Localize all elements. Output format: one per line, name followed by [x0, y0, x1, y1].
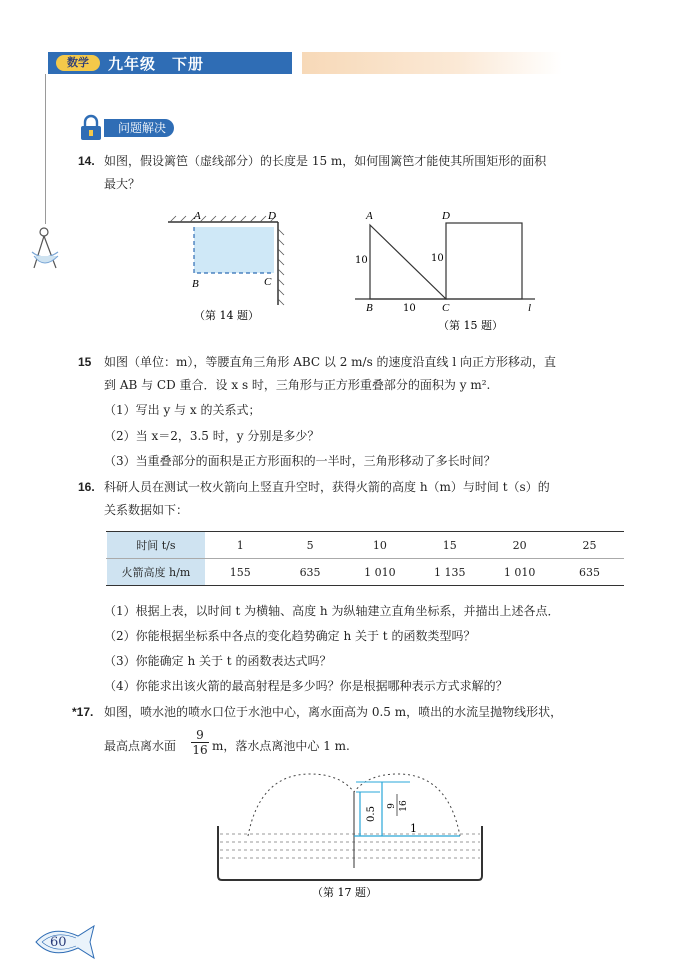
side-left: 10	[355, 255, 368, 266]
q15-number: 15	[78, 355, 92, 369]
q14-line1: 如图，假设篱笆（虚线部分）的长度是 15 m，如何围篱笆才能使其所围矩形的面积	[104, 154, 547, 168]
lock-icon	[78, 114, 104, 142]
side-square: 10	[431, 253, 444, 264]
header-fade	[302, 52, 562, 74]
label-d: D	[268, 210, 276, 222]
page-number: 60	[50, 935, 67, 950]
label-frac-den: 16	[399, 800, 409, 812]
table-cell: 155	[205, 559, 275, 586]
table-cell: 635	[275, 559, 345, 586]
q16-sub2: （2）你能根据坐标系中各点的变化趋势确定 h 关于 t 的函数类型吗？	[104, 629, 476, 643]
base-length: 10	[403, 303, 416, 314]
fraction-numerator: 9	[191, 728, 209, 743]
compass-icon	[26, 222, 70, 274]
fraction-denominator: 16	[192, 743, 208, 757]
q17-line2a: 最高点离水面	[104, 739, 177, 753]
table-cell: 15	[415, 532, 485, 559]
data-table	[106, 531, 624, 586]
height-fraction	[191, 728, 209, 757]
label-frac-num: 9	[387, 803, 397, 809]
q16-sub1: （1）根据上表，以时间 t 为横轴、高度 h 为纵轴建立直角坐标系，并描出上述各点．	[104, 604, 560, 618]
table-header-time: 时间 t/s	[107, 532, 206, 559]
figure-14	[160, 205, 300, 325]
label-b: B	[366, 302, 373, 314]
fig17-caption: （第 17 题）	[312, 886, 377, 899]
table-cell: 635	[555, 559, 624, 586]
fig15-caption: （第 15 题）	[438, 319, 503, 330]
q17-number: *17.	[72, 705, 94, 719]
table-cell: 20	[485, 532, 555, 559]
q16-number: 16.	[78, 480, 95, 494]
table-header-height: 火箭高度 h/m	[107, 559, 206, 586]
figure-15	[350, 205, 540, 330]
label-a: A	[194, 210, 201, 222]
section-tag: 问题解决	[104, 119, 174, 137]
table-cell: 5	[275, 532, 345, 559]
q17-line2b: m，落水点离池中心 1 m.	[212, 739, 350, 753]
label-a: A	[366, 210, 373, 222]
q15-sub2: （2）当 x＝2，3.5 时，y 分别是多少？	[104, 429, 320, 443]
q15-sub3: （3）当重叠部分的面积是正方形面积的一半时，三角形移动了多长时间？	[104, 454, 496, 468]
table-cell: 1 010	[345, 559, 415, 586]
q15-line2: 到 AB 与 CD 重合．设 x s 时，三角形与正方形重叠部分的面积为 y m².	[104, 378, 491, 392]
q15-sub1: （1）写出 y 与 x 的关系式；	[104, 403, 261, 417]
label-l: l	[528, 302, 532, 314]
margin-line	[45, 74, 46, 224]
q16-sub3: （3）你能确定 h 关于 t 的函数表达式吗？	[104, 654, 332, 668]
q15-line1: 如图（单位：m），等腰直角三角形 ABC 以 2 m/s 的速度沿直线 l 向正方形移动，直	[104, 355, 557, 369]
q16-line2: 关系数据如下：	[104, 503, 189, 517]
table-cell: 1 135	[415, 559, 485, 586]
label-c: C	[442, 302, 450, 314]
label-0-5: 0.5	[366, 806, 377, 822]
q16-line1: 科研人员在测试一枚火箭向上竖直升空时，获得火箭的高度 h（m）与时间 t（s）的	[104, 480, 550, 494]
figure-17	[210, 768, 490, 900]
label-c: C	[264, 276, 272, 288]
table-cell: 1	[205, 532, 275, 559]
q17-line1: 如图，喷水池的喷水口位于水池中心，离水面高为 0.5 m，喷出的水流呈抛物线形状，	[104, 705, 563, 719]
q16-sub4: （4）你能求出该火箭的最高射程是多少吗？你是根据哪种表示方式求解的？	[104, 679, 508, 693]
table-cell: 10	[345, 532, 415, 559]
label-b: B	[192, 278, 199, 290]
label-1: 1	[410, 822, 417, 835]
label-d: D	[442, 210, 450, 222]
fig14-caption: （第 14 题）	[194, 309, 259, 322]
q14-line2: 最大？	[104, 177, 141, 191]
q14-number: 14.	[78, 154, 95, 168]
table-cell: 1 010	[485, 559, 555, 586]
table-cell: 25	[555, 532, 624, 559]
subject-badge: 数学	[56, 55, 100, 71]
grade-title: 九年级 下册	[108, 55, 205, 73]
